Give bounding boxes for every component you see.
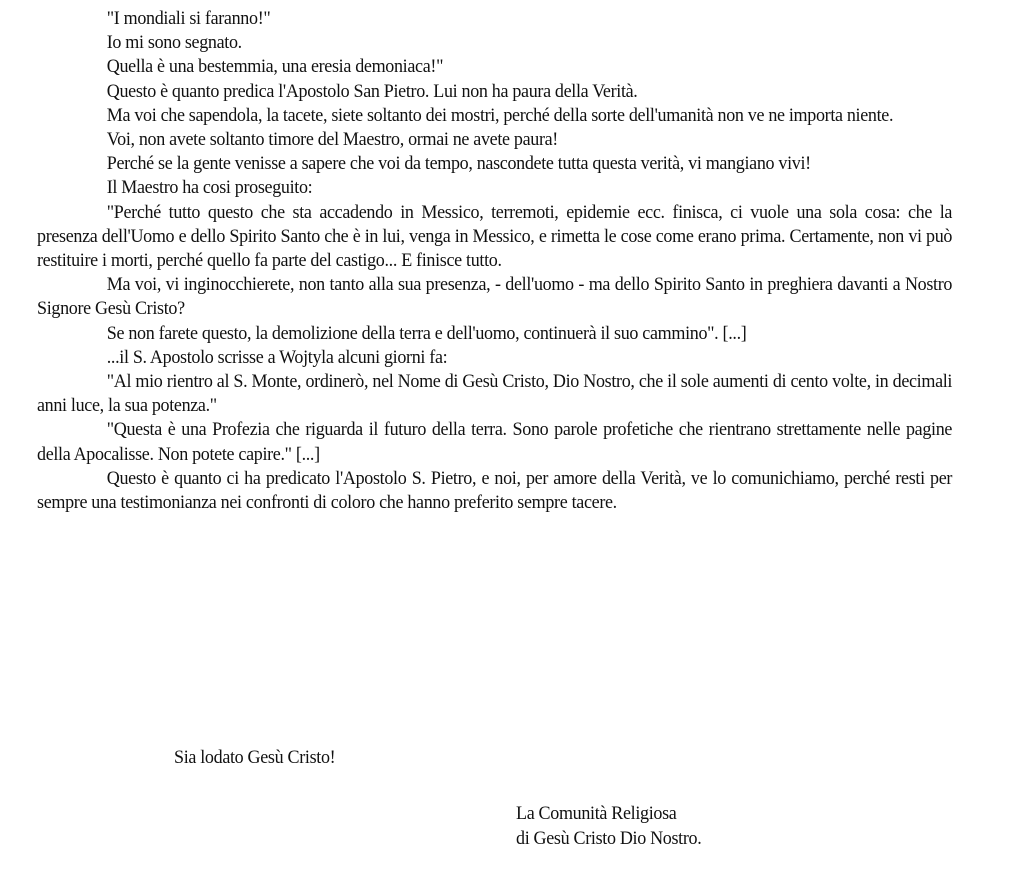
- paragraph: Io mi sono segnato.: [106, 32, 242, 54]
- signature-line-1: La Comunità Religiosa: [516, 803, 677, 824]
- closing-salutation: Sia lodato Gesù Cristo!: [174, 747, 336, 768]
- document-body: [37, 7, 952, 515]
- paragraph: Quella è una bestemmia, una eresia demoniaca!": [106, 56, 444, 78]
- paragraph: Ma voi, vi inginocchierete, non tanto alla sua presenza, - dell'uomo - ma dello Spirito Santo in preghiera davanti a Nostro Signore Gesù Cristo?: [37, 274, 953, 320]
- paragraph: Questo è quanto ci ha predicato l'Apostolo S. Pietro, e noi, per amore della Verità, ve lo comunichiamo, perché resti per sempre una testimonianza nei confronti di coloro che hanno preferito sempre tacere.: [37, 467, 953, 514]
- paragraph: Il Maestro ha cosi proseguito:: [106, 177, 313, 199]
- paragraph: "Al mio rientro al S. Monte, ordinerò, nel Nome di Gesù Cristo, Dio Nostro, che il sole aumenti di cento volte, in decimali anni luce, la sua potenza.": [37, 371, 953, 417]
- paragraph: ...il S. Apostolo scrisse a Wojtyla alcuni giorni fa:: [106, 346, 448, 368]
- paragraph: "I mondiali si faranno!": [106, 8, 271, 29]
- signature-line-2: di Gesù Cristo Dio Nostro.: [516, 828, 702, 849]
- paragraph: Voi, non avete soltanto timore del Maestro, ormai ne avete paura!: [106, 129, 558, 151]
- paragraph: Se non farete questo, la demolizione della terra e dell'uomo, continuerà il suo cammino". [...]: [106, 322, 747, 344]
- paragraph: Perché se la gente venisse a sapere che voi da tempo, nascondete tutta questa verità, vi mangiano vivi!: [106, 153, 811, 175]
- paragraph: Ma voi che sapendola, la tacete, siete soltanto dei mostri, perché della sorte dell'umanità non ve ne importa niente.: [106, 104, 894, 126]
- paragraph: Questo è quanto predica l'Apostolo San Pietro. Lui non ha paura della Verità.: [106, 80, 638, 102]
- paragraph: "Perché tutto questo che sta accadendo in Messico, terremoti, epidemie ecc. finisca, ci vuole una sola cosa: che la presenza dell'Uomo e dello Spirito Santo che è in lui, venga in Messico, e rimetta le cose come erano prima. Certamente, non vi può restituire i morti, perché quello fa parte del castigo... E finisce tutto.: [37, 201, 953, 272]
- paragraph: "Questa è una Profezia che riguarda il futuro della terra. Sono parole profetiche che rientrano strettamente nelle pagine della Apocalisse. Non potete capire." [...]: [37, 419, 953, 465]
- signature-block: [516, 801, 701, 851]
